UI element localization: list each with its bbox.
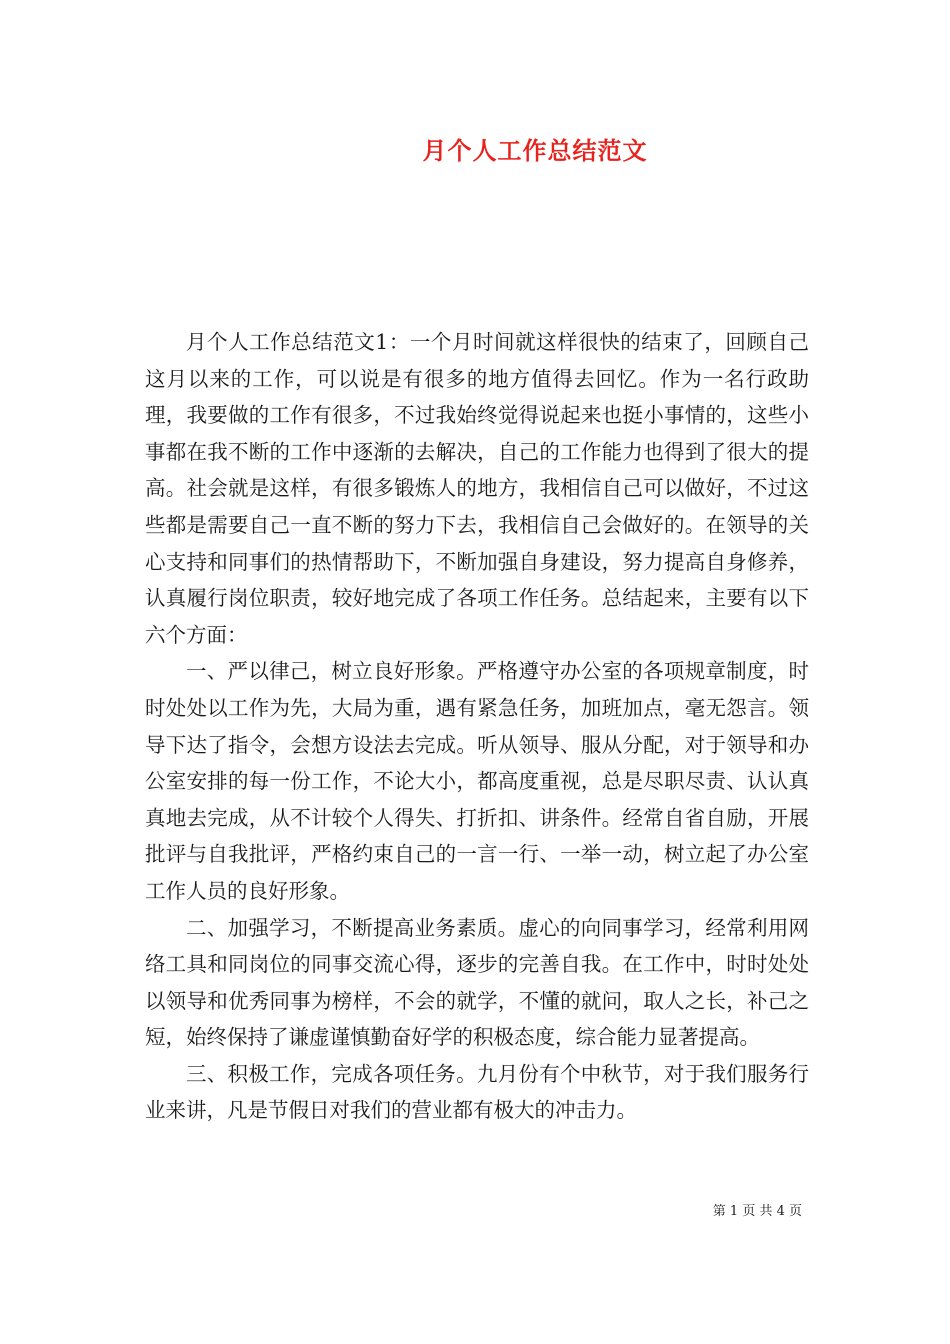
paragraph-intro: 月个人工作总结范文1：一个月时间就这样很快的结束了，回顾自己这月以来的工作，可以说是有很多的地方值得去回忆。作为一名行政助理，我要做的工作有很多，不过我始终觉得说起来也挺小事情的，这些小事都在我不断的工作中逐渐的去解决，自己的工作能力也得到了很大的提高。社会就是这样，有很多锻炼人的地方，我相信自己可以做好，不过这些都是需要自己一直不断的努力下去，我相信自己会做好的。在领导的关心支持和同事们的热情帮助下，不断加强自身建设，努力提高自身修养，认真履行岗位职责，较好地完成了各项工作任务。总结起来，主要有以下六个方面： [145, 330, 809, 647]
document-title: 月个人工作总结范文 [422, 136, 648, 165]
page-number-footer: 第 1 页 共 4 页 [712, 1204, 802, 1219]
document-body [145, 324, 809, 1129]
paragraph-section-3: 三、积极工作，完成各项任务。九月份有个中秋节，对于我们服务行业来讲，凡是节假日对我们的营业都有极大的冲击力。 [145, 1061, 809, 1123]
paragraph-section-1: 一、严以律己，树立良好形象。严格遵守办公室的各项规章制度，时时处处以工作为先，大局为重，遇有紧急任务，加班加点，毫无怨言。领导下达了指令，会想方设法去完成。听从领导、服从分配，对于领导和办公室安排的每一份工作，不论大小，都高度重视，总是尽职尽责、认认真真地去完成，从不计较个人得失、打折扣、讲条件。经常自省自励，开展批评与自我批评，严格约束自己的一言一行、一举一动，树立起了办公室工作人员的良好形象。 [145, 659, 809, 903]
paragraph-section-2: 二、加强学习，不断提高业务素质。虚心的向同事学习，经常利用网络工具和同岗位的同事交流心得，逐步的完善自我。在工作中，时时处处以领导和优秀同事为榜样，不会的就学，不懂的就问，取人之长，补己之短，始终保持了谦虚谨慎勤奋好学的积极态度，综合能力显著提高。 [145, 915, 809, 1050]
